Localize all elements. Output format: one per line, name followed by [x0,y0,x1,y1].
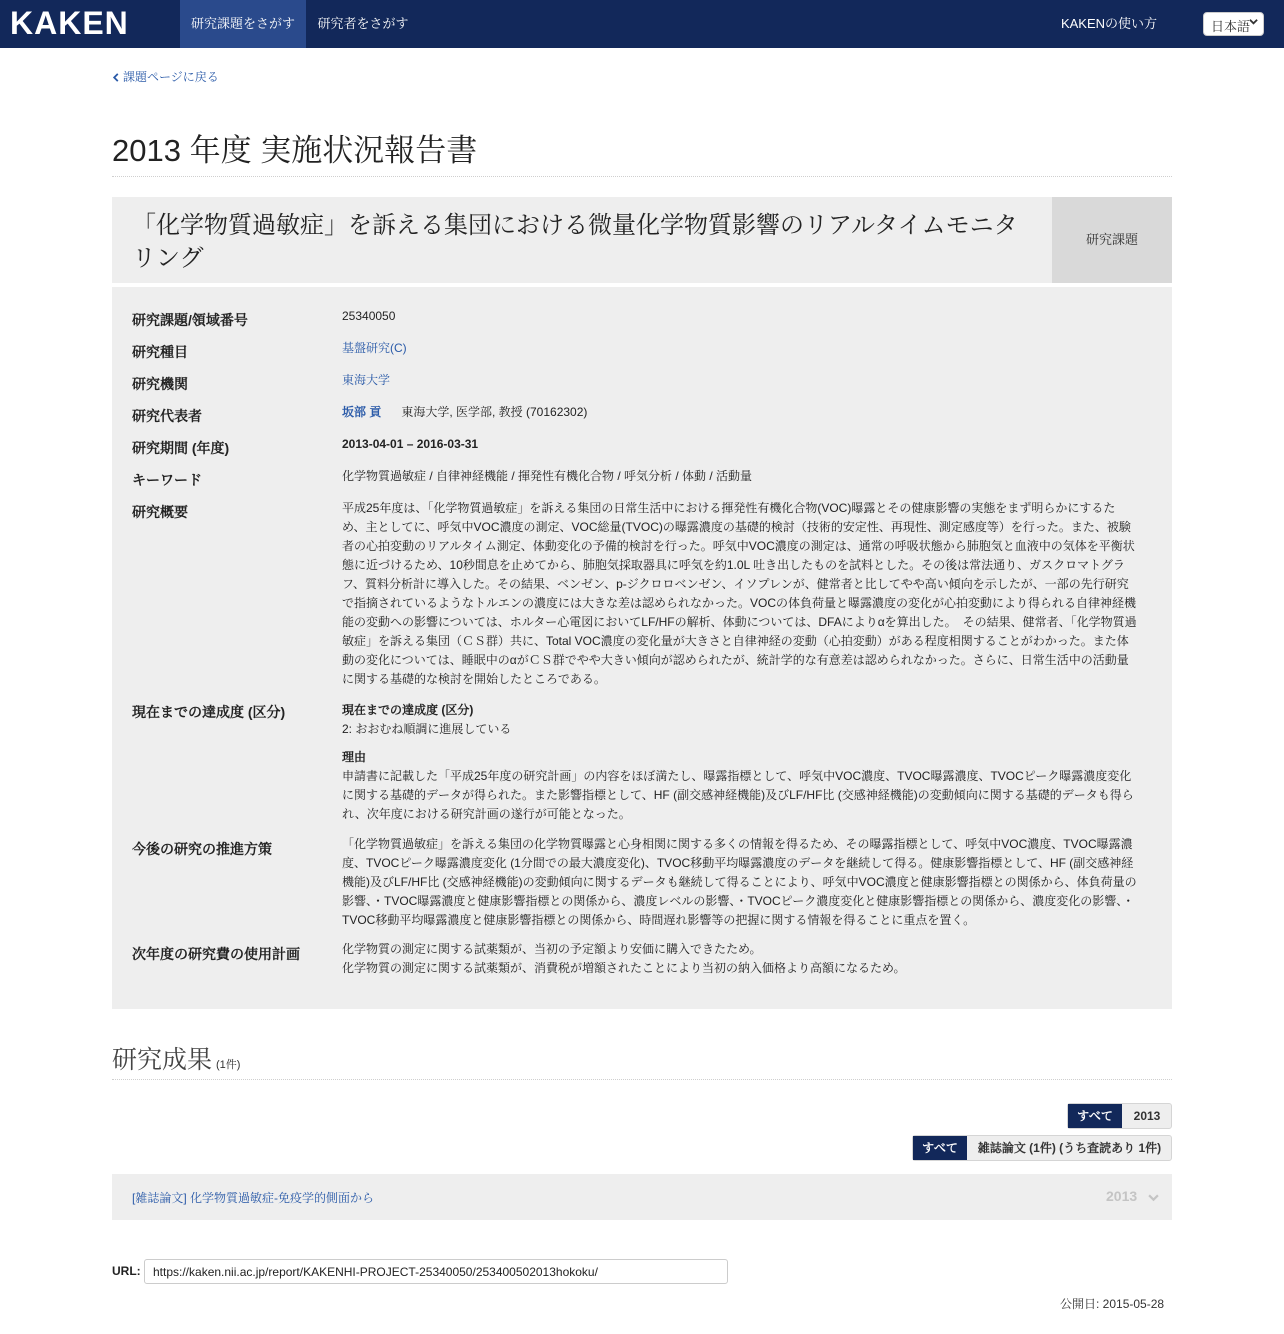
type-filter-journal[interactable]: 雑誌論文 (1件) (うち査読あり 1件) [977,1141,1162,1155]
tab-search-projects[interactable]: 研究課題をさがす [180,0,306,48]
budget-plan-label: 次年度の研究費の使用計画 [132,946,300,962]
results-heading [112,1040,240,1076]
pi-value [342,403,1138,422]
page-title: 2013 年度 実施状況報告書 [112,133,478,168]
institution-link[interactable]: 東海大学 [342,373,391,387]
keywords-label: キーワード [132,472,202,488]
year-filter [1067,1103,1172,1129]
project-header [112,197,1172,283]
year-filter-2013[interactable]: 2013 [1133,1109,1161,1123]
project-title: 「化学物質過敏症」を訴える集団における微量化学物質影響のリアルタイムモニタリング [132,212,1018,272]
back-link-label: 課題ページに戻る [123,70,219,84]
chevron-left-icon [112,73,120,82]
pi-affiliation: 東海大学, 医学部, 教授 (70162302) [401,405,588,419]
future-plan-label: 今後の研究の推進方策 [132,841,272,857]
title-divider [112,176,1172,177]
progress-block [342,701,1138,824]
language-select[interactable] [1203,12,1264,36]
pi-label: 研究代表者 [132,408,202,424]
top-navbar [0,0,1284,48]
progress-subheading: 現在までの達成度 (区分) [342,703,474,717]
chevron-down-icon [1249,17,1258,26]
period-label: 研究期間 (年度) [132,440,230,456]
result-item-title[interactable]: [雑誌論文] 化学物質過敏症-免疫学的側面から [132,1191,374,1205]
kaken-logo[interactable]: KAKEN [10,5,129,41]
reason-heading: 理由 [342,750,367,764]
progress-value: 2: おおむね順調に進展している [342,722,512,736]
chevron-down-icon[interactable] [1148,1192,1159,1203]
language-select-value: 日本語 [1211,19,1251,34]
reason-text: 申請書に記載した「平成25年度の研究計画」の内容をほぼ満たし、曝露指標として、呼気中VOC濃度、TVOC曝露濃度、TVOCピーク曝露濃度変化に関する基礎的データが得られた。また影響指標として、HF (副交感神経機能)及びLF/HF比 (交感神経機能)の変動傾向に関する基礎的データも得られ、次年度における研究計画の遂行が可能となった。 [342,769,1134,821]
type-filter-all[interactable]: すべて [913,1136,967,1160]
institution-label: 研究機関 [132,376,188,392]
type-filter [912,1135,1172,1161]
project-number-label: 研究課題/領域番号 [132,312,248,328]
project-type-badge: 研究課題 [1052,197,1172,283]
future-plan-text: 「化学物質過敏症」を訴える集団の化学物質曝露と心身相関に関する多くの情報を得るため、その曝露指標として、呼気中VOC濃度、TVOC曝露濃度、TVOCピーク曝露濃度変化 (1分間での最大濃度変化)、TVOC移動平均曝露濃度のデータを継続して得る。健康影響指標として、HF (副交感神経機能)及びLF/HF比 (交感神経機能)の変動傾向に関するデータも継続して得ることにより、呼気中VOC濃度と健康影響指標との関係から、体負荷量の影響、・TVOC曝露濃度と健康影響指標との関係から、濃度レベルの影響、・TVOCピーク濃度変化と健康影響指標との関係から、濃度変化の影響、・TVOC移動平均曝露濃度と健康影響指標との関係から、時間遅れ影響等の把握に関する情報を得ることに重点を置く。 [342,837,1137,927]
year-filter-all[interactable]: すべて [1068,1104,1122,1128]
url-field[interactable] [144,1259,728,1284]
budget-line-1: 化学物質の測定に関する試薬類が、当初の予定額より安価に購入できたため。 [342,942,762,956]
period-value: 2013-04-01 – 2016-03-31 [342,437,479,451]
result-item[interactable] [112,1174,1172,1220]
result-item-year: 2013 [1106,1188,1138,1204]
help-link[interactable]: KAKENの使い方 [1060,16,1158,31]
budget-line-2: 化学物質の測定に関する試薬類が、消費税が増額されたことにより当初の納入価格より高額になるため。 [342,961,906,975]
results-count: (1件) [216,1059,241,1071]
summary-label: 研究概要 [132,504,188,520]
keywords-value: 化学物質過敏症 / 自律神経機能 / 揮発性有機化合物 / 呼気分析 / 体動 / 活動量 [342,469,753,483]
url-label: URL: [112,1264,141,1278]
budget-plan-text [342,940,1138,978]
progress-label: 現在までの達成度 (区分) [132,704,286,720]
summary-text: 平成25年度は、「化学物質過敏症」を訴える集団の日常生活中における揮発性有機化合物(VOC)曝露とその健康影響の実態をまず明らかにするため、主としてに、呼気中VOC濃度の測定、VOC総量(TVOC)の曝露濃度の基礎的検討（技術的安定性、再現性、測定感度等）を行った。また、被験者の心拍変動のリアルタイム測定、体動変化の予備的検討を行った。呼気中VOC濃度の測定は、通常の呼吸状態から肺胞気と血液中の気体を平衡状態に近づけるため、10秒間息を止めてから、肺胞気採取器具に呼気を約1.0L 吐き出したものを試料とした。その後は常法通り、ガスクロマトグラフ、質料分析計に導入した。その結果、ベンゼン、p-ジクロロベンゼン、イソプレンが、健常者と比してやや高い傾向を示したが、一部の先行研究で指摘されているようなトルエンの濃度には大きな差は認められなかった。VOCの体負荷量と曝露濃度の変化が心拍変動により得られる自律神経機能の変動への影響については、ホルター心電図においてLF/HFの解析、体動については、DFAによりαを算出した。 その結果、健常者、「化学物質過敏症」を訴える集団（ＣＳ群）共に、Total VOC濃度の変化量が大きさと自律神経の変動（心拍変動）がある程度相関することがわかった。また体動の変化については、睡眠中のαがＣＳ群でやや大きい傾向が認められたが、統計学的な有意差は認められなかった。さらに、日常生活中の活動量に関する基礎的な検討を開始したところである。 [342,501,1137,686]
pi-name-link[interactable]: 坂部 貢 [342,405,382,419]
project-number-value: 25340050 [342,309,396,323]
published-date: 公開日: 2015-05-28 [1060,1297,1165,1311]
back-to-project-link[interactable] [112,68,219,85]
category-link[interactable]: 基盤研究(C) [342,341,407,355]
category-label: 研究種目 [132,344,188,360]
tab-search-researchers[interactable]: 研究者をさがす [317,16,409,31]
project-details [112,287,1172,1009]
results-title: 研究成果 [112,1046,213,1074]
results-divider [112,1079,1172,1080]
